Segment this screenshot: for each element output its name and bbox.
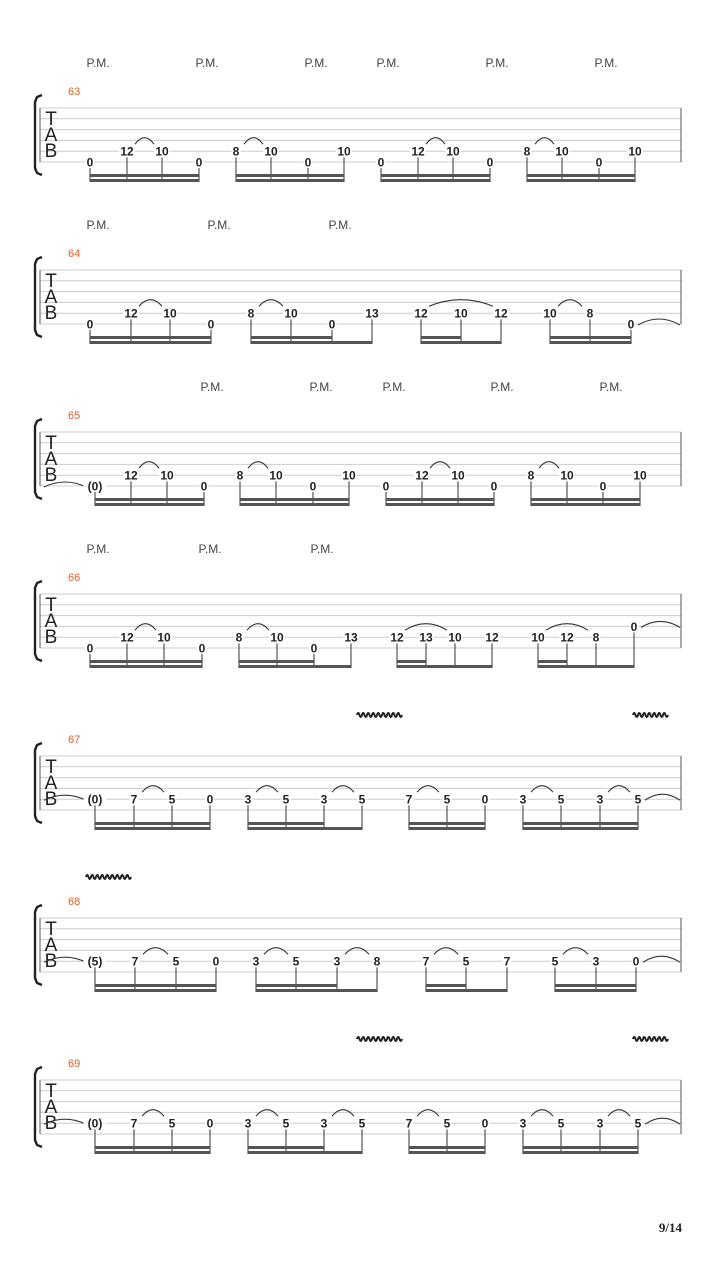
slur-arc bbox=[139, 462, 159, 469]
fret-number: 0 bbox=[599, 479, 607, 494]
beam bbox=[248, 1151, 362, 1154]
beam bbox=[550, 341, 631, 344]
tab-clef-letter: B bbox=[44, 465, 58, 486]
fret-number: 12 bbox=[485, 630, 499, 645]
fret-number: 3 bbox=[320, 792, 328, 807]
fret-number: 3 bbox=[596, 792, 604, 807]
system-bracket bbox=[35, 581, 42, 661]
slur-arc bbox=[531, 786, 553, 793]
fret-number: 8 bbox=[373, 954, 381, 969]
slur-arc bbox=[135, 624, 156, 631]
slur-arc bbox=[608, 786, 630, 793]
fret-number: 0 bbox=[481, 1116, 489, 1131]
tab-clef-letter: T bbox=[45, 433, 57, 454]
slur-arc bbox=[417, 1110, 439, 1117]
beam bbox=[95, 1146, 210, 1149]
system-bracket bbox=[35, 419, 42, 499]
beam bbox=[240, 503, 349, 506]
fret-number: 3 bbox=[333, 954, 341, 969]
palm-mute-marking: P.M. bbox=[195, 56, 219, 70]
palm-mute-marking: P.M. bbox=[382, 380, 406, 394]
beam bbox=[251, 341, 372, 344]
fret-number: 3 bbox=[592, 954, 600, 969]
fret-number: 12 bbox=[390, 630, 404, 645]
fret-number: 8 bbox=[247, 306, 255, 321]
fret-number: (5) bbox=[87, 954, 103, 969]
beam bbox=[90, 341, 211, 344]
tab-clef-letter: T bbox=[45, 109, 57, 130]
slur-arc bbox=[434, 948, 458, 955]
fret-number: 12 bbox=[560, 630, 574, 645]
beam bbox=[95, 827, 210, 830]
beam bbox=[523, 1151, 638, 1154]
fret-number: 10 bbox=[531, 630, 545, 645]
fret-number: 7 bbox=[503, 954, 511, 969]
measure-number: 69 bbox=[68, 1058, 81, 1070]
fret-number: 5 bbox=[634, 1116, 642, 1131]
slur-arc bbox=[247, 624, 269, 631]
beam bbox=[239, 660, 314, 663]
palm-mute-marking: P.M. bbox=[198, 542, 222, 556]
beam bbox=[386, 503, 494, 506]
fret-number: 10 bbox=[555, 144, 569, 159]
slur-arc bbox=[332, 786, 354, 793]
palm-mute-marking: P.M. bbox=[207, 218, 231, 232]
palm-mute-marking: P.M. bbox=[86, 218, 110, 232]
palm-mute-marking: P.M. bbox=[594, 56, 618, 70]
beam bbox=[95, 498, 204, 501]
fret-number: 8 bbox=[235, 630, 243, 645]
slur-arc bbox=[539, 462, 559, 469]
slur-arc bbox=[264, 948, 288, 955]
fret-number: 5 bbox=[168, 1116, 176, 1131]
fret-number: 0 bbox=[481, 792, 489, 807]
tab-clef-letter: A bbox=[44, 125, 58, 146]
slur-arc bbox=[535, 138, 554, 145]
slur-arc bbox=[558, 300, 582, 307]
fret-number: (0) bbox=[87, 792, 103, 807]
fret-number: 10 bbox=[446, 144, 460, 159]
beam bbox=[386, 498, 494, 501]
fret-number: 10 bbox=[264, 144, 278, 159]
beam bbox=[90, 336, 211, 339]
fret-number: 7 bbox=[131, 954, 139, 969]
beam bbox=[555, 989, 636, 992]
tab-clef-letter: A bbox=[44, 611, 58, 632]
fret-number: 13 bbox=[344, 630, 358, 645]
beam bbox=[248, 822, 324, 825]
fret-number: 5 bbox=[282, 792, 290, 807]
beam bbox=[95, 822, 210, 825]
vibrato-marking bbox=[633, 713, 668, 717]
fret-number: 5 bbox=[634, 792, 642, 807]
beam bbox=[409, 822, 485, 825]
fret-number: 5 bbox=[443, 1116, 451, 1131]
slur-arc bbox=[332, 1110, 354, 1117]
fret-number: 8 bbox=[523, 144, 531, 159]
fret-number: 0 bbox=[200, 479, 208, 494]
fret-number: 5 bbox=[358, 792, 366, 807]
fret-number: 10 bbox=[337, 144, 351, 159]
beam bbox=[236, 179, 344, 182]
beam bbox=[531, 498, 640, 501]
fret-number: 0 bbox=[206, 1116, 214, 1131]
system-bracket bbox=[35, 743, 42, 823]
fret-number: 8 bbox=[236, 468, 244, 483]
vibrato-marking bbox=[357, 713, 402, 717]
beam bbox=[95, 503, 204, 506]
fret-number: 0 bbox=[207, 317, 215, 332]
slur-arc bbox=[256, 786, 278, 793]
slur-arc bbox=[135, 138, 154, 145]
vibrato-marking bbox=[86, 875, 131, 879]
slur-arc bbox=[608, 1110, 630, 1117]
palm-mute-marking: P.M. bbox=[310, 542, 334, 556]
palm-mute-marking: P.M. bbox=[309, 380, 333, 394]
palm-mute-marking: P.M. bbox=[304, 56, 328, 70]
slur-arc bbox=[139, 300, 162, 307]
beam bbox=[381, 174, 490, 177]
fret-number: 12 bbox=[494, 306, 508, 321]
palm-mute-marking: P.M. bbox=[86, 56, 110, 70]
fret-number: 7 bbox=[405, 792, 413, 807]
beam bbox=[555, 984, 636, 987]
vibrato-marking bbox=[357, 1037, 402, 1041]
fret-number: 10 bbox=[269, 468, 283, 483]
fret-number: 10 bbox=[451, 468, 465, 483]
beam bbox=[397, 665, 492, 668]
beam bbox=[95, 1151, 210, 1154]
fret-number: 13 bbox=[365, 306, 379, 321]
fret-number: 0 bbox=[632, 954, 640, 969]
measure-number: 64 bbox=[68, 248, 81, 260]
beam bbox=[523, 822, 638, 825]
fret-number: 8 bbox=[586, 306, 594, 321]
fret-number: 0 bbox=[486, 155, 494, 170]
fret-number: (0) bbox=[87, 1116, 103, 1131]
system-bracket bbox=[35, 905, 42, 985]
tab-clef-letter: B bbox=[44, 627, 58, 648]
vibrato-marking bbox=[633, 1037, 668, 1041]
fret-number: 0 bbox=[86, 641, 94, 656]
fret-number: 10 bbox=[628, 144, 642, 159]
fret-number: 7 bbox=[405, 1116, 413, 1131]
page-number: 9/14 bbox=[658, 1220, 682, 1235]
fret-number: 0 bbox=[630, 619, 638, 634]
fret-number: 3 bbox=[320, 1116, 328, 1131]
beam bbox=[538, 665, 634, 668]
fret-number: 5 bbox=[443, 792, 451, 807]
fret-number: 10 bbox=[448, 630, 462, 645]
slur-arc bbox=[531, 1110, 553, 1117]
beam bbox=[381, 179, 490, 182]
fret-number: 5 bbox=[292, 954, 300, 969]
fret-number: 3 bbox=[244, 792, 252, 807]
fret-number: 0 bbox=[86, 317, 94, 332]
fret-number: 0 bbox=[377, 155, 385, 170]
tab-clef-letter: B bbox=[44, 303, 58, 324]
slur-arc bbox=[142, 1110, 164, 1117]
fret-number: 12 bbox=[414, 306, 428, 321]
tab-clef-letter: A bbox=[44, 773, 58, 794]
beam bbox=[248, 827, 362, 830]
measure-number: 66 bbox=[68, 572, 81, 584]
fret-number: 8 bbox=[232, 144, 240, 159]
fret-number: 3 bbox=[252, 954, 260, 969]
fret-number: 5 bbox=[358, 1116, 366, 1131]
tab-clef-letter: B bbox=[44, 141, 58, 162]
fret-number: 5 bbox=[462, 954, 470, 969]
beam bbox=[397, 660, 426, 663]
fret-number: 0 bbox=[86, 155, 94, 170]
fret-number: 0 bbox=[198, 641, 206, 656]
slur-arc bbox=[430, 462, 450, 469]
fret-number: 0 bbox=[310, 641, 318, 656]
fret-number: 7 bbox=[130, 792, 138, 807]
fret-number: 0 bbox=[195, 155, 203, 170]
beam bbox=[426, 984, 466, 987]
slur-arc bbox=[244, 138, 263, 145]
slur-arc bbox=[417, 786, 439, 793]
slur-arc bbox=[405, 624, 447, 631]
beam bbox=[421, 336, 461, 339]
beam bbox=[240, 498, 349, 501]
beam bbox=[409, 827, 485, 830]
beam bbox=[523, 827, 638, 830]
beam bbox=[409, 1146, 485, 1149]
fret-number: 8 bbox=[592, 630, 600, 645]
tab-clef-letter: T bbox=[45, 757, 57, 778]
tab-clef-letter: B bbox=[44, 951, 58, 972]
fret-number: 5 bbox=[172, 954, 180, 969]
fret-number: 12 bbox=[120, 630, 134, 645]
beam bbox=[251, 336, 332, 339]
palm-mute-marking: P.M. bbox=[485, 56, 509, 70]
slur-arc bbox=[256, 1110, 278, 1117]
beam bbox=[95, 984, 216, 987]
slur-arc bbox=[426, 138, 445, 145]
tab-clef-letter: B bbox=[44, 1113, 58, 1134]
fret-number: 3 bbox=[519, 1116, 527, 1131]
fret-number: 12 bbox=[411, 144, 425, 159]
fret-number: 5 bbox=[282, 1116, 290, 1131]
fret-number: 12 bbox=[124, 468, 138, 483]
fret-number: 8 bbox=[527, 468, 535, 483]
fret-number: 7 bbox=[130, 1116, 138, 1131]
fret-number: 12 bbox=[120, 144, 134, 159]
fret-number: 10 bbox=[160, 468, 174, 483]
beam bbox=[531, 503, 640, 506]
beam bbox=[421, 341, 501, 344]
slur-arc bbox=[259, 300, 283, 307]
beam bbox=[426, 989, 507, 992]
beam bbox=[236, 174, 344, 177]
slur-arc bbox=[143, 948, 168, 955]
measure-number: 63 bbox=[68, 86, 81, 98]
beam bbox=[523, 1146, 638, 1149]
beam bbox=[256, 984, 337, 987]
slur-arc bbox=[248, 462, 268, 469]
fret-number: 5 bbox=[557, 1116, 565, 1131]
tab-clef-letter: A bbox=[44, 1097, 58, 1118]
fret-number: 12 bbox=[124, 306, 138, 321]
fret-number: 0 bbox=[309, 479, 317, 494]
beam bbox=[90, 174, 199, 177]
system-bracket bbox=[35, 257, 42, 337]
fret-number: 5 bbox=[551, 954, 559, 969]
beam bbox=[90, 665, 202, 668]
fret-number: 5 bbox=[557, 792, 565, 807]
system-bracket bbox=[35, 1067, 42, 1147]
fret-number: 10 bbox=[454, 306, 468, 321]
beam bbox=[239, 665, 351, 668]
palm-mute-marking: P.M. bbox=[376, 56, 400, 70]
measure-number: 68 bbox=[68, 896, 81, 908]
beam bbox=[538, 660, 567, 663]
fret-number: 10 bbox=[270, 630, 284, 645]
beam bbox=[527, 179, 635, 182]
tab-clef-letter: T bbox=[45, 271, 57, 292]
fret-number: 12 bbox=[415, 468, 429, 483]
palm-mute-marking: P.M. bbox=[200, 380, 224, 394]
beam bbox=[256, 989, 377, 992]
fret-number: 10 bbox=[163, 306, 177, 321]
tab-clef-letter: T bbox=[45, 1081, 57, 1102]
fret-number: 10 bbox=[284, 306, 298, 321]
fret-number: 7 bbox=[422, 954, 430, 969]
fret-number: (0) bbox=[87, 479, 103, 494]
fret-number: 13 bbox=[419, 630, 433, 645]
beam bbox=[527, 174, 635, 177]
palm-mute-marking: P.M. bbox=[328, 218, 352, 232]
palm-mute-marking: P.M. bbox=[86, 542, 110, 556]
fret-number: 10 bbox=[157, 630, 171, 645]
beam bbox=[95, 989, 216, 992]
beam bbox=[550, 336, 631, 339]
fret-number: 10 bbox=[342, 468, 356, 483]
measure-number: 67 bbox=[68, 734, 81, 746]
tab-clef-letter: A bbox=[44, 935, 58, 956]
beam bbox=[248, 1146, 324, 1149]
fret-number: 3 bbox=[519, 792, 527, 807]
palm-mute-marking: P.M. bbox=[599, 380, 623, 394]
fret-number: 10 bbox=[560, 468, 574, 483]
fret-number: 10 bbox=[633, 468, 647, 483]
tab-clef-letter: B bbox=[44, 789, 58, 810]
tab-clef-letter: A bbox=[44, 449, 58, 470]
fret-number: 0 bbox=[490, 479, 498, 494]
fret-number: 0 bbox=[328, 317, 336, 332]
fret-number: 0 bbox=[304, 155, 312, 170]
fret-number: 3 bbox=[244, 1116, 252, 1131]
measure-number: 65 bbox=[68, 410, 81, 422]
tab-clef-letter: A bbox=[44, 287, 58, 308]
fret-number: 0 bbox=[212, 954, 220, 969]
fret-number: 0 bbox=[206, 792, 214, 807]
slur-arc bbox=[142, 786, 164, 793]
slur-arc bbox=[546, 624, 588, 631]
fret-number: 10 bbox=[155, 144, 169, 159]
slur-arc bbox=[429, 300, 493, 307]
fret-number: 5 bbox=[168, 792, 176, 807]
fret-number: 3 bbox=[596, 1116, 604, 1131]
beam bbox=[90, 179, 199, 182]
palm-mute-marking: P.M. bbox=[490, 380, 514, 394]
system-bracket bbox=[35, 95, 42, 175]
fret-number: 0 bbox=[382, 479, 390, 494]
fret-number: 0 bbox=[627, 317, 635, 332]
beam bbox=[90, 660, 202, 663]
fret-number: 10 bbox=[543, 306, 557, 321]
beam bbox=[409, 1151, 485, 1154]
tab-clef-letter: T bbox=[45, 595, 57, 616]
slur-arc bbox=[345, 948, 369, 955]
fret-number: 0 bbox=[595, 155, 603, 170]
slur-arc bbox=[563, 948, 588, 955]
tab-clef-letter: T bbox=[45, 919, 57, 940]
